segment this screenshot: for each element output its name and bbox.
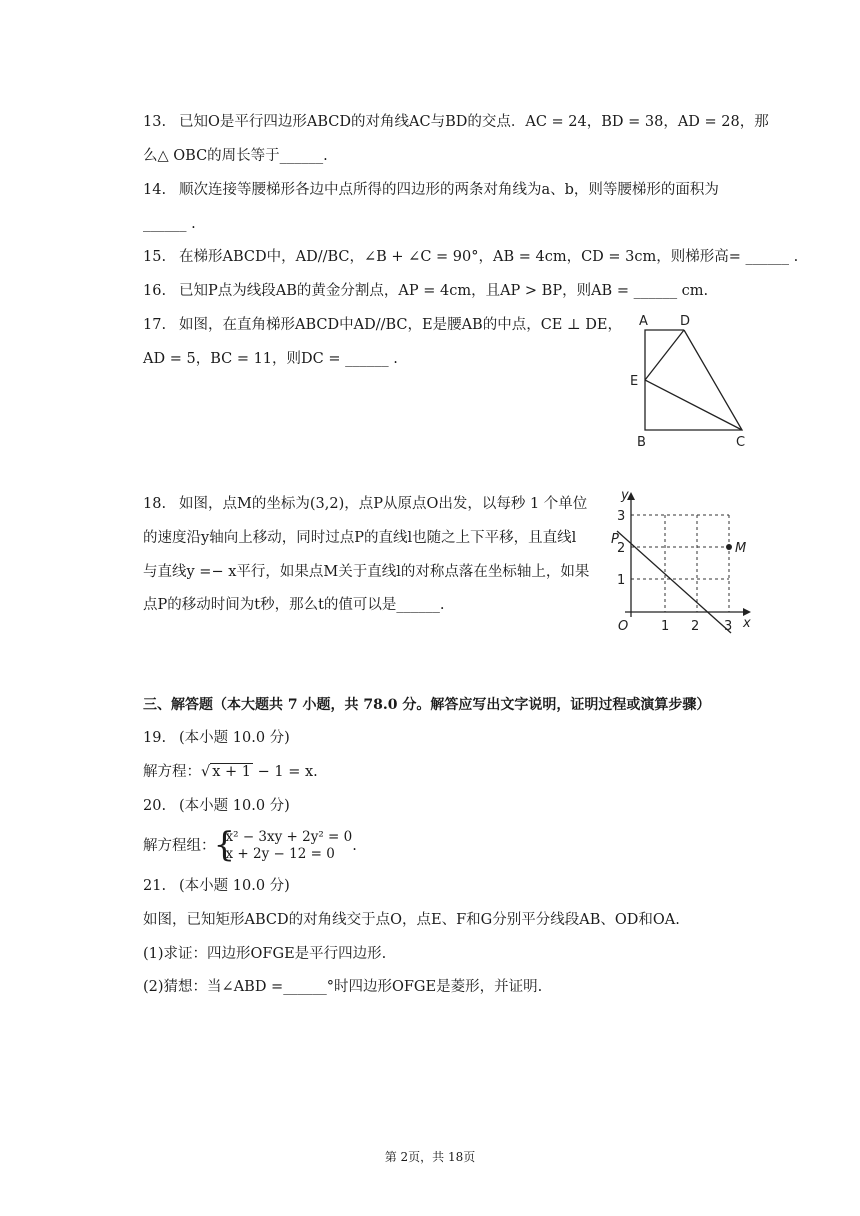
tick-y-3: 3 [617, 509, 626, 524]
q20-score: (本小题 10.0 分) [179, 798, 290, 814]
q19-number: 19. [143, 730, 167, 746]
q17-number: 17. [143, 317, 167, 333]
q20-suffix: . [352, 838, 357, 854]
q19-radicand: x + 1 [212, 764, 252, 780]
q18-line1 [143, 494, 587, 514]
section-3-heading: 三、解答题（本大题共 7 小题，共 78.0 分。解答应写出文字说明，证明过程或演算步骤） [143, 697, 711, 713]
q14-text: 顺次连接等腰梯形各边中点所得的四边形的两条对角线为a、b，则等腰梯形的面积为 [179, 182, 719, 198]
q21-line2: (1)求证：四边形OFGE是平行四边形. [143, 946, 387, 962]
label-O: O [618, 619, 629, 634]
q14-line2: ______ . [143, 216, 196, 232]
q17-line2: AD = 5，BC = 11，则DC = ______ . [143, 351, 398, 367]
q19-score: (本小题 10.0 分) [179, 730, 290, 746]
q15-number: 15. [143, 249, 167, 265]
q15-line [143, 247, 798, 267]
q18-text: 如图，点M的坐标为(3,2)，点P从原点O出发，以每秒 1 个单位 [179, 496, 588, 512]
q14-line1 [143, 180, 719, 200]
line-l [617, 531, 731, 633]
q19-prefix: 解方程： [143, 764, 201, 780]
q17-trapezoid-figure [622, 310, 757, 450]
equation-system [216, 829, 353, 863]
q13-line1 [143, 112, 769, 132]
q17-text: 如图，在直角梯形ABCD中AD//BC，E是腰AB的中点，CE ⊥ DE， [179, 317, 622, 333]
q20-number: 20. [143, 798, 167, 814]
tick-y-2: 2 [617, 541, 626, 556]
trapezoid-outline [645, 330, 742, 430]
q13-number: 13. [143, 114, 167, 130]
q20-system [143, 828, 357, 864]
q16-line [143, 281, 708, 301]
q16-text: 已知P点为线段AB的黄金分割点，AP = 4cm，且AP > BP，则AB = ______ cm. [179, 283, 709, 299]
q20-header [143, 796, 290, 816]
sqrt-sign: √ [201, 764, 211, 780]
label-B: B [637, 435, 646, 450]
q19-header [143, 728, 290, 748]
q20-prefix: 解方程组： [143, 838, 216, 854]
label-E: E [630, 374, 639, 389]
q13-text: 已知O是平行四边形ABCD的对角线AC与BD的交点．AC = 24，BD = 38，AD = 28，那 [179, 114, 769, 130]
q19-suffix: − 1 = x. [253, 764, 318, 780]
tick-x-3: 3 [724, 619, 733, 634]
q21-score: (本小题 10.0 分) [179, 878, 290, 894]
label-D: D [680, 314, 691, 329]
q20-eq1: { x² − 3xy + 2y² = 0 [225, 829, 353, 845]
q18-line3: 与直线y =− x平行，如果点M关于直线l的对称点落在坐标轴上，如果 [143, 564, 590, 580]
axis-label-y: y [621, 488, 629, 503]
q20-eq2: x + 2y − 12 = 0 [225, 846, 335, 862]
q21-line1: 如图，已知矩形ABCD的对角线交于点O，点E、F和G分别平分线段AB、OD和OA. [143, 912, 680, 928]
q17-line1 [143, 315, 622, 335]
tick-x-1: 1 [661, 619, 670, 634]
page-footer: 第 2页，共 18页 [384, 1150, 476, 1164]
label-A: A [639, 314, 648, 329]
q21-number: 21. [143, 878, 167, 894]
label-M: M [735, 541, 747, 556]
q21-header [143, 876, 290, 896]
x-axis-arrow [743, 608, 751, 616]
tick-y-1: 1 [617, 573, 626, 588]
axis-label-x: x [743, 616, 751, 631]
grid-lines [631, 515, 729, 612]
q19-equation [143, 762, 318, 782]
q21-line3: (2)猜想：当∠ABD =______°时四边形OFGE是菱形，并证明. [143, 979, 543, 995]
label-P: P [611, 532, 619, 547]
tick-x-2: 2 [691, 619, 700, 634]
segment-ED [645, 330, 684, 380]
q18-line2: 的速度沿y轴向上移动，同时过点P的直线l也随之上下平移，且直线l [143, 530, 577, 546]
point-M [726, 544, 732, 550]
q18-number: 18. [143, 496, 167, 512]
label-C: C [736, 435, 746, 450]
q13-line2: 么△ OBC的周长等于______. [143, 148, 328, 164]
q14-number: 14. [143, 182, 167, 198]
q16-number: 16. [143, 283, 167, 299]
q18-line4: 点P的移动时间为t秒，那么t的值可以是______. [143, 597, 445, 613]
q15-text: 在梯形ABCD中，AD//BC，∠B + ∠C = 90°，AB = 4cm，CD = 3cm，则梯形高= ______ . [179, 249, 799, 265]
q18-coordinate-figure [605, 487, 755, 637]
